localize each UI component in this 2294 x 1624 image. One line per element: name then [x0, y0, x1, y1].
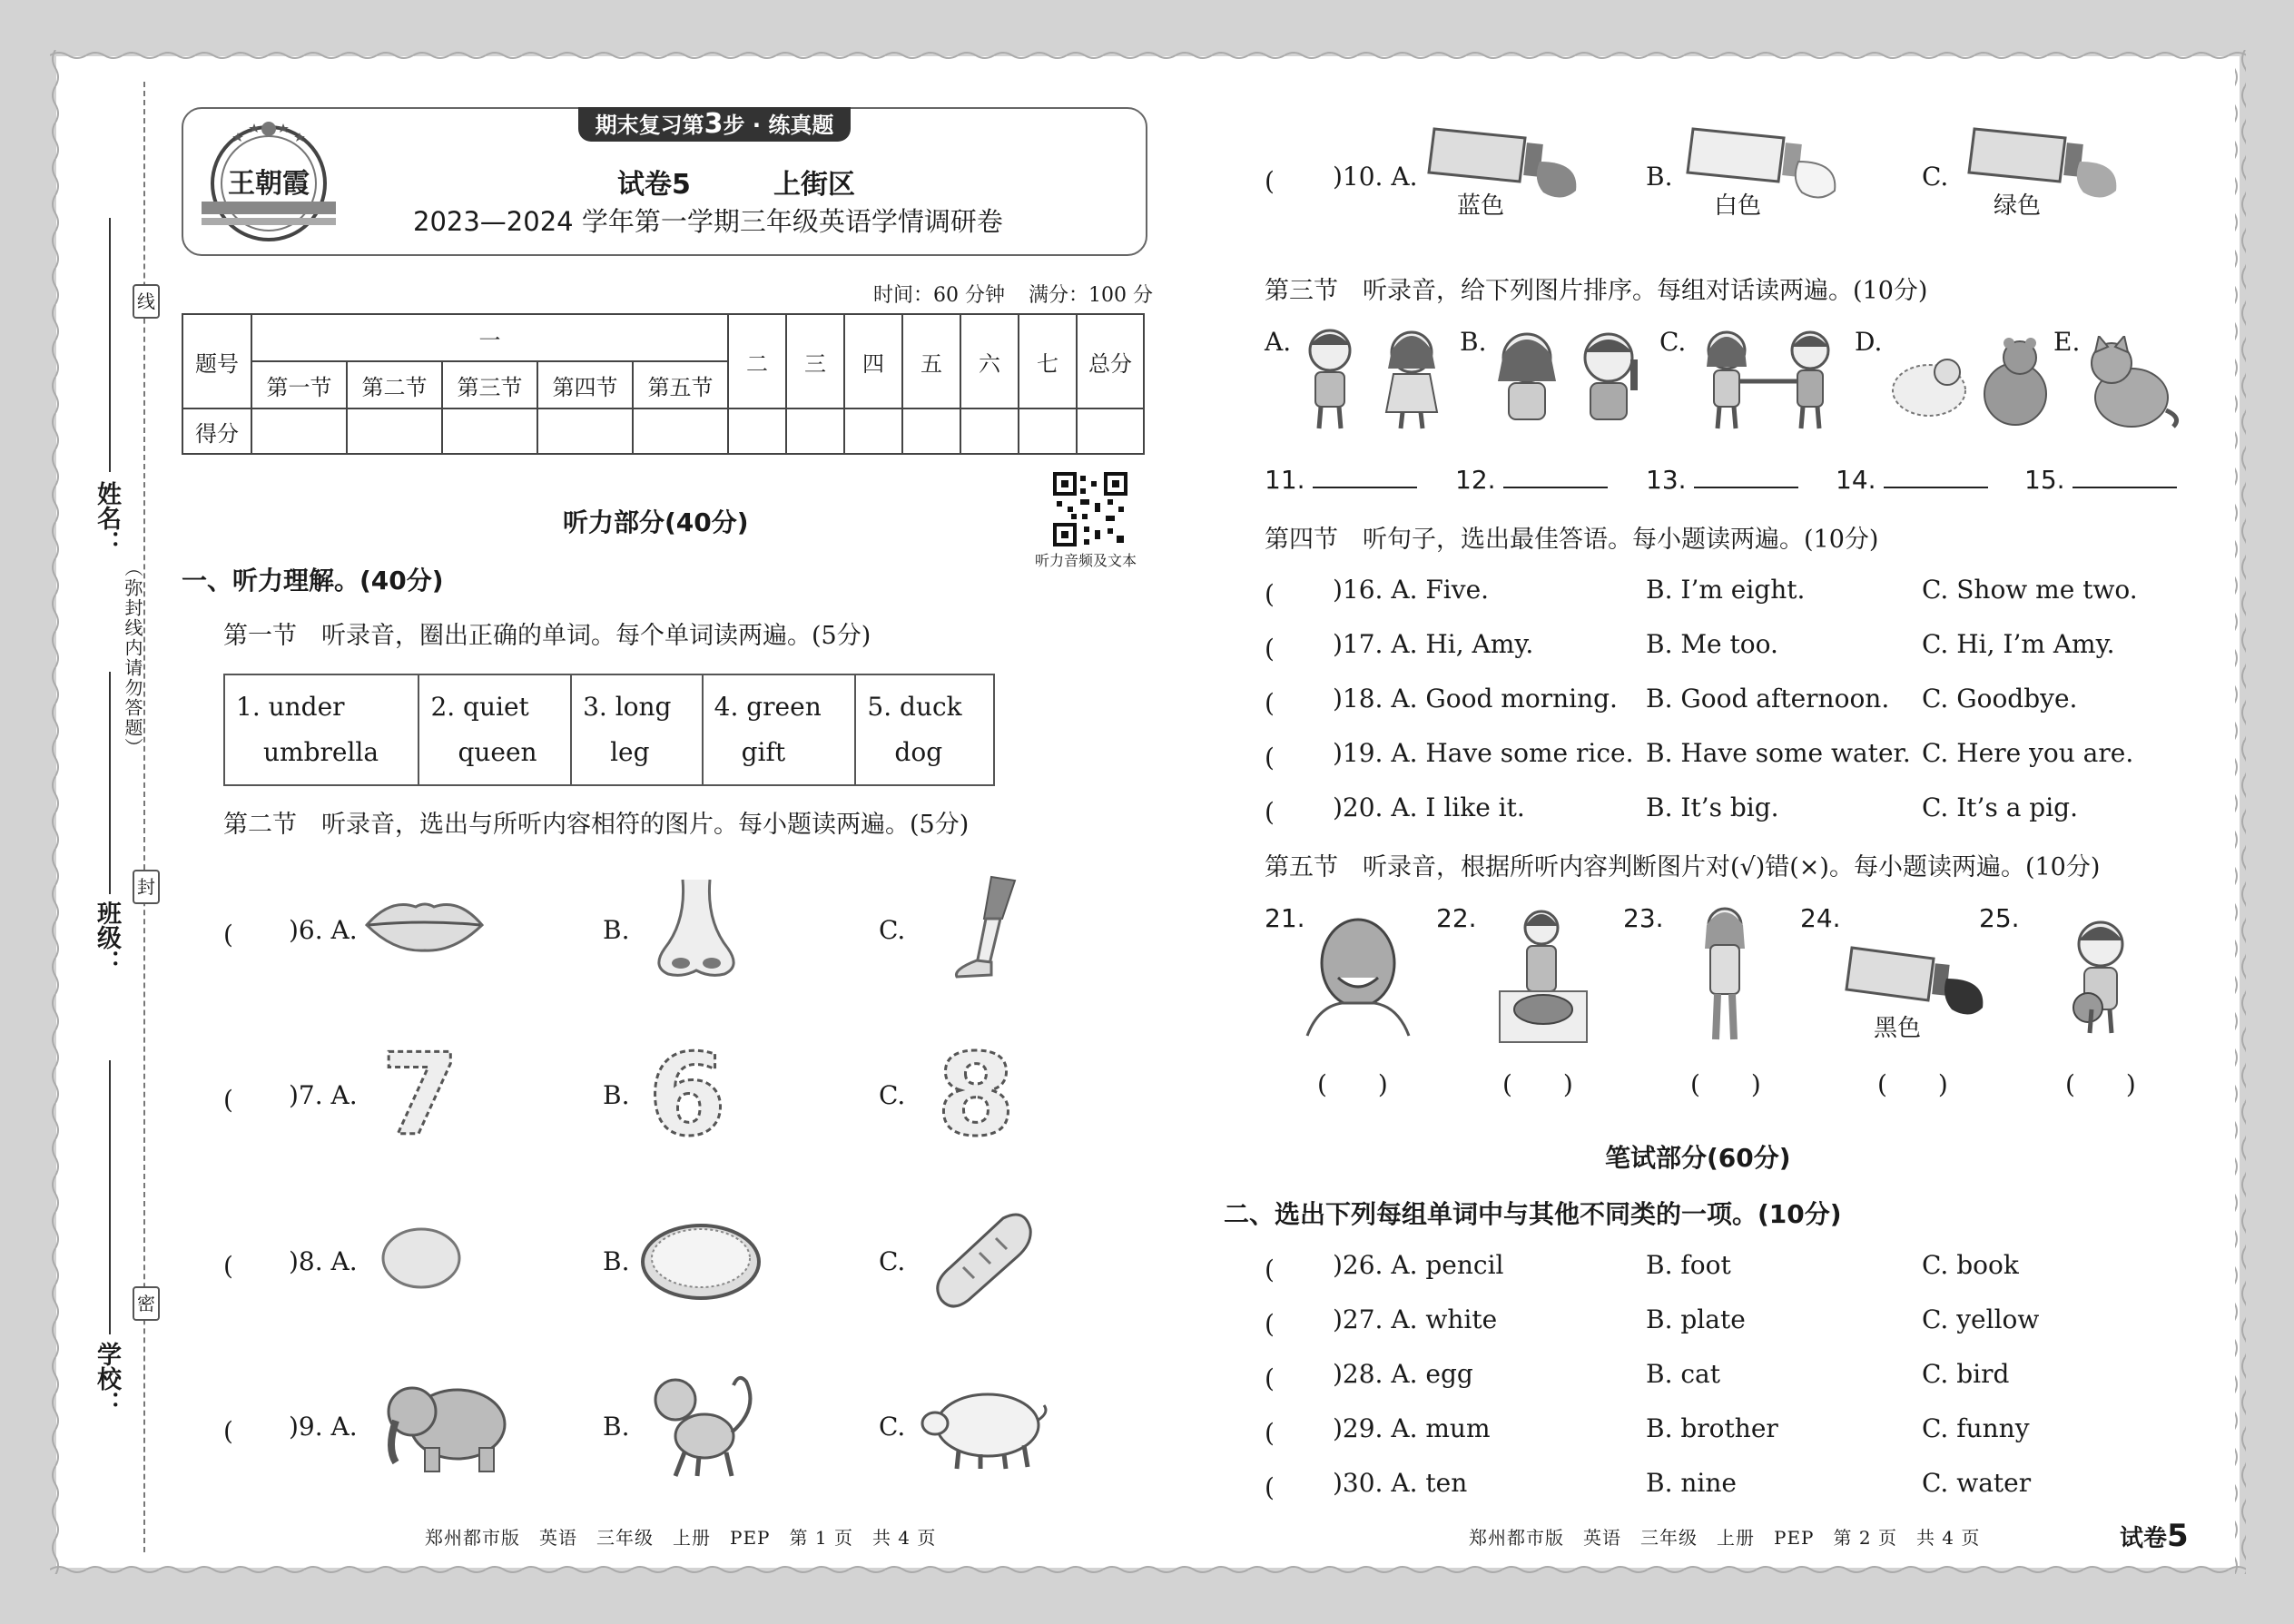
sub-2: 第二节	[347, 361, 442, 408]
school-field[interactable]	[109, 1060, 111, 1334]
word-q[interactable]: 4. green	[714, 692, 822, 722]
sec3-letter-c: C.	[1659, 327, 1687, 357]
black-color-label: 黑色	[1874, 1015, 1922, 1042]
kids-greeting-illustration	[1294, 327, 1457, 431]
word-a[interactable]: umbrella	[263, 737, 379, 767]
score-cell[interactable]	[633, 408, 728, 454]
seal-seal-char: 封	[133, 870, 160, 904]
answer-paren[interactable]: (	[1265, 1309, 1325, 1339]
kids-phone-illustration	[1489, 327, 1652, 431]
q20-option-c[interactable]: C. It’s a pig.	[1922, 792, 2079, 822]
girl-cake-illustration	[1498, 908, 1589, 1044]
q30-option-a[interactable]: )30. A. ten	[1333, 1468, 1468, 1498]
col-five: 五	[902, 314, 960, 408]
col-seven: 七	[1019, 314, 1077, 408]
col-four: 四	[844, 314, 902, 408]
cat-illustration	[2079, 336, 2183, 431]
paper-tag-number: 5	[2167, 1518, 2189, 1554]
word-q[interactable]: 3. long	[583, 692, 672, 722]
answer-paren[interactable]: (	[223, 1416, 284, 1446]
word-cell	[703, 674, 856, 785]
judge-paren-21[interactable]: ( )	[1317, 1069, 1388, 1099]
bread-icon[interactable]	[930, 1209, 1035, 1311]
q8-c-label: C.	[879, 1246, 906, 1276]
answer-paren[interactable]: (	[1265, 1255, 1325, 1284]
word-cell	[224, 674, 418, 785]
q20-option-b[interactable]: B. It’s big.	[1646, 792, 1779, 822]
sec3-blank-11	[1265, 463, 1417, 495]
q22-number: 22.	[1436, 903, 1477, 933]
q9-b-label: B.	[603, 1412, 630, 1442]
footer-right: 郑州都市版 英语 三年级 上册 PEP 第 2 页 共 4 页	[1469, 1527, 1981, 1549]
seal-line-char: 线	[133, 284, 160, 319]
word-q[interactable]: 1. under	[236, 692, 345, 722]
q17-option-b[interactable]: B. Me too.	[1646, 629, 1778, 659]
word-a[interactable]: dog	[894, 737, 943, 767]
sub-1: 第一节	[251, 361, 347, 408]
sec3-letter-b: B.	[1460, 327, 1487, 357]
score-cell[interactable]	[347, 408, 442, 454]
answer-paren[interactable]: (	[223, 1251, 284, 1281]
sub-5: 第五节	[633, 361, 728, 408]
score-cell[interactable]	[902, 408, 960, 454]
answer-paren[interactable]: (	[1265, 688, 1325, 718]
col-total: 总分	[1077, 314, 1144, 408]
answer-paren[interactable]: (	[1265, 1363, 1325, 1393]
q29-option-b[interactable]: B. brother	[1646, 1413, 1778, 1443]
blank-number: 15.	[2024, 465, 2065, 495]
sec3-blank-12	[1455, 463, 1608, 495]
q8-b-label: B.	[603, 1246, 630, 1276]
q29-option-a[interactable]: )29. A. mum	[1333, 1413, 1491, 1443]
q28-option-b[interactable]: B. cat	[1646, 1359, 1721, 1389]
q16-option-c[interactable]: C. Show me two.	[1922, 575, 2138, 605]
rice-icon[interactable]	[640, 1216, 763, 1303]
banner-text-a: 期末复习第	[595, 113, 704, 138]
q8-label: )8. A.	[289, 1246, 358, 1276]
footer-left: 郑州都市版 英语 三年级 上册 PEP 第 1 页 共 4 页	[425, 1527, 937, 1549]
score-header: 得分	[182, 408, 251, 454]
banner-text-c: 步 · 练真题	[723, 113, 834, 138]
paper-tag	[2120, 1518, 2189, 1554]
score-cell[interactable]	[1019, 408, 1077, 454]
word-a[interactable]: gift	[741, 737, 786, 767]
listening-heading: 听力部分(40分)	[563, 507, 749, 537]
animals-illustration	[1884, 336, 2056, 431]
part-two-title: 二、选出下列每组单词中与其他不同类的一项。(10分)	[1224, 1199, 1842, 1229]
q30-option-c[interactable]: C. water	[1922, 1468, 2032, 1498]
col-three: 三	[786, 314, 844, 408]
smiling-man-illustration	[1298, 912, 1416, 1039]
nose-icon[interactable]	[646, 876, 746, 980]
answer-paren[interactable]: (	[1265, 166, 1325, 196]
paper-tag-text: 试卷	[2120, 1525, 2168, 1552]
score-cell[interactable]	[251, 408, 347, 454]
q10-c-label: C.	[1922, 162, 1949, 192]
score-table	[182, 313, 1145, 455]
answer-paren[interactable]: (	[1265, 797, 1325, 827]
q19-option-a[interactable]: )19. A. Have some rice.	[1333, 738, 1634, 768]
word-cell	[418, 674, 571, 785]
paint-tube-icon[interactable]	[1684, 125, 1843, 205]
word-cell	[571, 674, 703, 785]
judge-paren-24[interactable]: ( )	[1877, 1069, 1948, 1099]
name-label: 姓名：	[93, 481, 121, 555]
q28-option-c[interactable]: C. bird	[1922, 1359, 2010, 1389]
word-cell	[855, 674, 994, 785]
q26-option-b[interactable]: B. foot	[1646, 1250, 1731, 1280]
word-q[interactable]: 2. quiet	[430, 692, 529, 722]
q27-option-c[interactable]: C. yellow	[1922, 1304, 2040, 1334]
q23-number: 23.	[1623, 903, 1664, 933]
section-2-instruction: 第二节 听录音，选出与所听内容相符的图片。每小题读两遍。(5分)	[223, 811, 970, 839]
group-one-header: 一	[251, 314, 728, 361]
sec3-letter-e: E.	[2053, 327, 2081, 357]
brand-logo-icon	[202, 114, 336, 247]
q7-b-label: B.	[603, 1080, 630, 1110]
q18-option-a[interactable]: )18. A. Good morning.	[1333, 684, 1618, 714]
score-cell[interactable]	[960, 408, 1019, 454]
number-seven-icon[interactable]	[379, 1039, 461, 1141]
answer-paren[interactable]: (	[1265, 1472, 1325, 1502]
q6-c-label: C.	[879, 915, 906, 945]
review-banner	[578, 107, 851, 142]
order-blank[interactable]	[1313, 463, 1417, 488]
q19-option-b[interactable]: B. Have some water.	[1646, 738, 1911, 768]
lips-icon[interactable]	[363, 894, 486, 956]
sub-4: 第四节	[537, 361, 633, 408]
word-choice-table	[223, 674, 995, 786]
paint-tube-icon[interactable]	[1425, 125, 1584, 205]
answer-paren[interactable]: (	[223, 920, 284, 950]
monkey-icon[interactable]	[645, 1373, 763, 1480]
order-blank[interactable]	[2072, 463, 2177, 488]
color-green-label: 绿色	[1994, 192, 2042, 220]
score-cell[interactable]	[1077, 408, 1144, 454]
answer-paren[interactable]: (	[1265, 579, 1325, 609]
order-blank[interactable]	[1503, 463, 1608, 488]
q30-option-b[interactable]: B. nine	[1646, 1468, 1737, 1498]
kids-handshake-illustration	[1689, 327, 1852, 431]
paint-tube-icon[interactable]	[1965, 125, 2124, 205]
q17-option-a[interactable]: )17. A. Hi, Amy.	[1333, 629, 1534, 659]
word-a[interactable]: queen	[458, 737, 537, 767]
brand-logo-text: 王朝霞	[228, 168, 310, 200]
q29-option-c[interactable]: C. funny	[1922, 1413, 2030, 1443]
col-six: 六	[960, 314, 1019, 408]
paper-number: 试卷5	[617, 169, 691, 201]
q28-option-a[interactable]: )28. A. egg	[1333, 1359, 1473, 1389]
answer-paren[interactable]: (	[1265, 1418, 1325, 1448]
q18-option-b[interactable]: B. Good afternoon.	[1646, 684, 1890, 714]
sub-3: 第三节	[442, 361, 537, 408]
seal-secret-char: 密	[133, 1286, 160, 1321]
girl-bag-illustration	[2061, 917, 2142, 1035]
q10-label: )10. A.	[1333, 162, 1418, 192]
svg-text:8: 8	[936, 1039, 1016, 1141]
judge-paren-25[interactable]: ( )	[2065, 1069, 2136, 1099]
sec3-letter-a: A.	[1265, 327, 1292, 357]
exam-title: 2023—2024 学年第一学期三年级英语学情调研卷	[413, 206, 1003, 237]
svg-text:6: 6	[647, 1039, 727, 1141]
score-cell[interactable]	[537, 408, 633, 454]
class-field[interactable]	[109, 672, 111, 894]
qr-caption: 听力音频及文本	[1035, 552, 1137, 569]
sec3-blank-13	[1646, 463, 1798, 495]
blank-number: 14.	[1836, 465, 1876, 495]
col-two: 二	[728, 314, 786, 408]
q16-option-a[interactable]: )16. A. Five.	[1333, 575, 1490, 605]
name-field[interactable]	[109, 218, 111, 472]
q21-number: 21.	[1265, 903, 1305, 933]
school-label: 学校：	[93, 1342, 121, 1415]
q27-option-b[interactable]: B. plate	[1646, 1304, 1746, 1334]
q25-number: 25.	[1979, 903, 2020, 933]
section-4-instruction: 第四节 听句子，选出最佳答语。每小题读两遍。(10分)	[1265, 526, 1879, 554]
q7-label: )7. A.	[289, 1080, 358, 1110]
section-1-instruction: 第一节 听录音，圈出正确的单词。每个单词读两遍。(5分)	[223, 622, 871, 650]
color-blue-label: 蓝色	[1457, 192, 1505, 220]
full-score: 满分：100 分	[1029, 284, 1153, 307]
word-a[interactable]: leg	[610, 737, 650, 767]
binding-note: （弥封线内请勿答题）	[122, 558, 143, 758]
section-3-instruction: 第三节 听录音，给下列图片排序。每组对话读两遍。(10分)	[1265, 277, 1928, 305]
answer-paren[interactable]: (	[223, 1085, 284, 1115]
written-heading: 笔试部分(60分)	[1605, 1143, 1791, 1173]
q6-label: )6. A.	[289, 915, 358, 945]
q7-c-label: C.	[879, 1080, 906, 1110]
q17-option-c[interactable]: C. Hi, I’m Amy.	[1922, 629, 2115, 659]
sec3-blank-14	[1836, 463, 1988, 495]
judge-paren-23[interactable]: ( )	[1690, 1069, 1761, 1099]
score-cell[interactable]	[844, 408, 902, 454]
leg-icon[interactable]	[944, 873, 1021, 987]
blank-number: 11.	[1265, 465, 1305, 495]
q16-option-b[interactable]: B. I’m eight.	[1646, 575, 1806, 605]
class-label: 班级：	[93, 901, 121, 974]
answer-paren[interactable]: (	[1265, 634, 1325, 664]
q26-option-a[interactable]: )26. A. pencil	[1333, 1250, 1504, 1280]
judge-paren-22[interactable]: ( )	[1502, 1069, 1573, 1099]
score-cell[interactable]	[786, 408, 844, 454]
q27-option-a[interactable]: )27. A. white	[1333, 1304, 1498, 1334]
qr-code-icon[interactable]	[1053, 472, 1127, 546]
district-name: 上街区	[773, 169, 855, 201]
banner-step: 3	[704, 108, 724, 140]
q9-label: )9. A.	[289, 1412, 358, 1442]
row-header: 题号	[182, 314, 251, 408]
section-5-instruction: 第五节 听录音，根据所听内容判断图片对(√)错(×)。每小题读两遍。(10分)	[1265, 853, 2101, 881]
score-cell[interactable]	[442, 408, 537, 454]
q20-option-a[interactable]: )20. A. I like it.	[1333, 792, 1525, 822]
number-six-icon[interactable]	[646, 1039, 728, 1141]
sec3-blank-15	[2024, 463, 2177, 495]
blank-number: 12.	[1455, 465, 1496, 495]
svg-text:7: 7	[380, 1039, 460, 1141]
q19-option-c[interactable]: C. Here you are.	[1922, 738, 2134, 768]
q18-option-c[interactable]: C. Goodbye.	[1922, 684, 2078, 714]
elephant-icon[interactable]	[379, 1375, 511, 1475]
order-blank[interactable]	[1884, 463, 1988, 488]
word-q[interactable]: 5. duck	[867, 692, 962, 722]
q26-option-c[interactable]: C. book	[1922, 1250, 2019, 1280]
standing-girl-illustration	[1689, 903, 1761, 1048]
sec3-letter-d: D.	[1855, 327, 1883, 357]
part-one-title: 一、听力理解。(40分)	[182, 566, 444, 595]
order-blank[interactable]	[1694, 463, 1798, 488]
egg-icon[interactable]	[379, 1225, 463, 1291]
blank-number: 13.	[1646, 465, 1687, 495]
q10-b-label: B.	[1646, 162, 1673, 192]
color-white-label: 白色	[1714, 192, 1762, 220]
q6-b-label: B.	[603, 915, 630, 945]
number-eight-icon[interactable]	[935, 1039, 1017, 1141]
time-limit: 时间：60 分钟	[873, 284, 1005, 307]
pig-icon[interactable]	[917, 1380, 1053, 1471]
score-cell[interactable]	[728, 408, 786, 454]
q9-c-label: C.	[879, 1412, 906, 1442]
answer-paren[interactable]: (	[1265, 743, 1325, 773]
q24-number: 24.	[1800, 903, 1841, 933]
